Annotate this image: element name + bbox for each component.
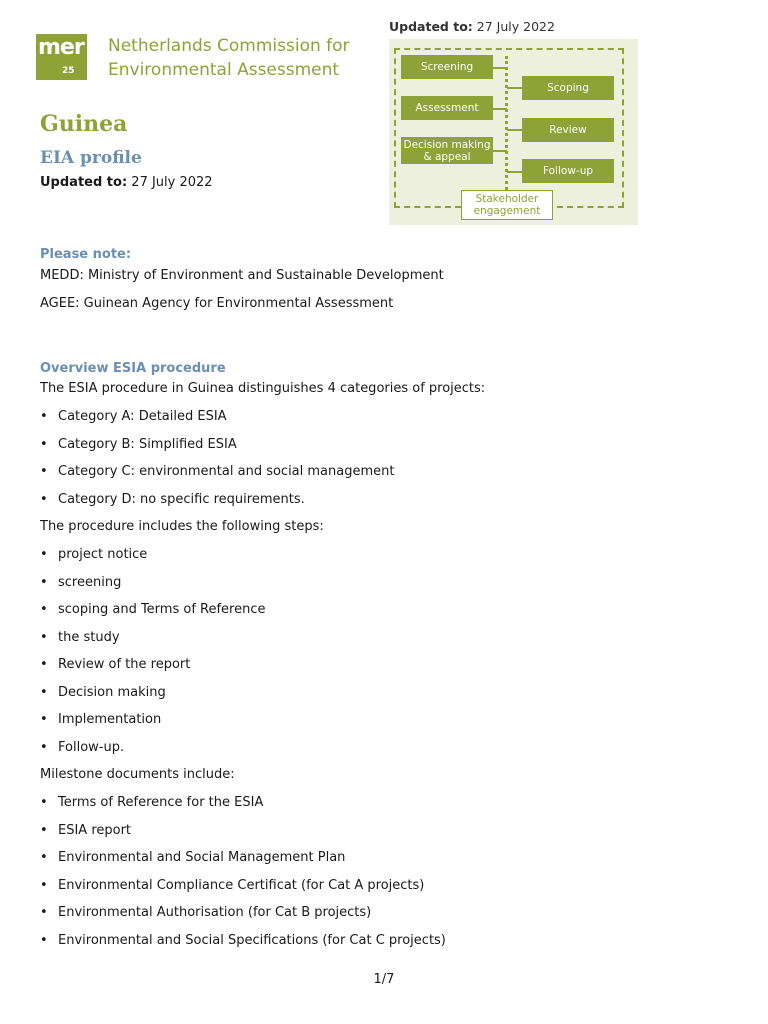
diagram-updated-line (389, 19, 555, 35)
connector (507, 87, 522, 89)
note-line: MEDD: Ministry of Environment and Sustainable Development (40, 268, 444, 283)
connector (507, 171, 522, 173)
list-item-text: scoping and Terms of Reference (58, 602, 266, 617)
diagram-box-decision-making: Decision making & appeal (401, 137, 493, 164)
diagram-box-screening: Screening (401, 55, 493, 79)
diagram-dotted-spine (505, 56, 508, 196)
list-item-text: Environmental and Social Management Plan (58, 850, 346, 865)
list-item-text: ESIA report (58, 823, 132, 838)
list-item-text: Category C: environmental and social management (58, 464, 395, 479)
page-title: Guinea (40, 111, 128, 137)
diagram-box-stakeholder-engagement: Stakeholder engagement (461, 190, 553, 220)
updated-line (40, 174, 213, 192)
list-item-text: the study (58, 630, 120, 645)
organization-name (108, 34, 350, 82)
org-line-2: Environmental Assessment (108, 60, 340, 80)
logo-text: mer (38, 35, 84, 60)
list-item-text: Environmental Authorisation (for Cat B projects) (58, 905, 372, 920)
diagram-updated-label: Updated to: (389, 19, 473, 34)
note-heading: Please note: (40, 247, 132, 262)
steps-intro: The procedure includes the following steps: (40, 519, 324, 534)
updated-label: Updated to: (40, 175, 128, 190)
list-item-text: Category D: no specific requirements. (58, 492, 305, 507)
diagram-box-follow-up: Follow-up (522, 159, 614, 183)
list-item-text: Review of the report (58, 657, 191, 672)
connector (493, 150, 507, 152)
milestones-intro: Milestone documents include: (40, 767, 235, 782)
connector (493, 108, 507, 110)
eia-procedure-diagram (389, 39, 638, 225)
updated-date: 27 July 2022 (131, 175, 213, 190)
overview-heading: Overview ESIA procedure (40, 361, 226, 376)
list-item-text: Follow-up. (58, 740, 125, 755)
list-item-text: project notice (58, 547, 148, 562)
diagram-box-review: Review (522, 118, 614, 142)
list-item-text: Decision making (58, 685, 166, 700)
list-item-text: Environmental Compliance Certificat (for Cat A projects) (58, 878, 425, 893)
diagram-box-scoping: Scoping (522, 76, 614, 100)
org-line-1: Netherlands Commission for (108, 36, 350, 56)
mer-logo (36, 34, 87, 80)
connector (493, 67, 507, 69)
logo-anniversary: 25 (62, 66, 75, 76)
connector (507, 129, 522, 131)
page-number: 1/7 (373, 972, 395, 987)
list-item-text: Terms of Reference for the ESIA (58, 795, 264, 810)
diagram-box-assessment: Assessment (401, 96, 493, 120)
list-item-text: Category B: Simplified ESIA (58, 437, 237, 452)
list-item-text: screening (58, 575, 122, 590)
overview-intro: The ESIA procedure in Guinea distinguishes 4 categories of projects: (40, 381, 486, 396)
list-item-text: Environmental and Social Specifications (for Cat C projects) (58, 933, 446, 948)
page-subtitle: EIA profile (40, 148, 142, 168)
note-line: AGEE: Guinean Agency for Environmental Assessment (40, 296, 394, 311)
diagram-updated-date: 27 July 2022 (476, 19, 555, 34)
list-item-text: Implementation (58, 712, 162, 727)
list-item-text: Category A: Detailed ESIA (58, 409, 227, 424)
